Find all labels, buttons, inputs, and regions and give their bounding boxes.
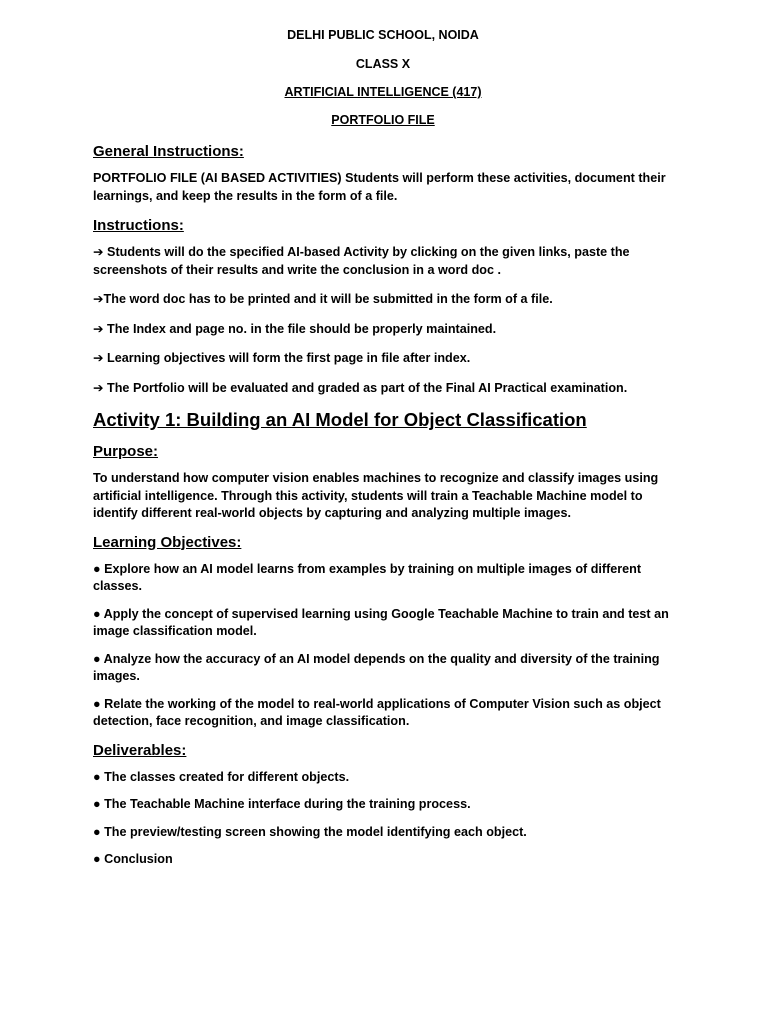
objective-item: ● Apply the concept of supervised learning using Google Teachable Machine to train and test an image classification model.: [93, 606, 669, 638]
instruction-item: ➔ Students will do the specified AI-based Activity by clicking on the given links, paste the screenshots of their results and write the conclusion in a word doc .: [93, 245, 630, 277]
document-body: [93, 28, 673, 879]
instruction-item: ➔The word doc has to be printed and it will be submitted in the form of a file.: [93, 292, 553, 306]
deliverable-item: ● The preview/testing screen showing the model identifying each object.: [93, 824, 527, 839]
purpose-text: To understand how computer vision enables machines to recognize and classify images using artificial intelligence. Through this activity, students will train a Teachable Machine model to identify different real-world objects by capturing and analyzing multiple images.: [93, 471, 659, 520]
activity-title: Activity 1: Building an AI Model for Object Classification: [93, 409, 587, 430]
instruction-item: ➔ The Portfolio will be evaluated and graded as part of the Final AI Practical examination.: [93, 380, 628, 395]
purpose-heading: Purpose:: [93, 443, 159, 460]
objective-item: ● Explore how an AI model learns from examples by training on multiple images of different classes.: [93, 561, 642, 593]
class-name: CLASS X: [355, 57, 411, 71]
instruction-item: ➔ The Index and page no. in the file should be properly maintained.: [93, 321, 497, 336]
deliverable-item: ● Conclusion: [93, 852, 173, 866]
objective-item: ● Relate the working of the model to real-world applications of Computer Vision such as object detection, face recognition, and image classification.: [93, 696, 661, 728]
general-instructions-text: PORTFOLIO FILE (AI BASED ACTIVITIES) Students will perform these activities, document their learnings, and keep the results in the form of a file.: [93, 171, 666, 203]
general-instructions-heading: General Instructions:: [93, 143, 244, 160]
subject-title: ARTIFICIAL INTELLIGENCE (417): [284, 85, 482, 99]
deliverables-heading: Deliverables:: [93, 741, 187, 759]
instructions-heading: Instructions:: [93, 217, 184, 234]
deliverable-item: ● The classes created for different objects.: [93, 769, 350, 784]
portfolio-title: PORTFOLIO FILE: [331, 113, 435, 127]
objective-item: ● Analyze how the accuracy of an AI model depends on the quality and diversity of the training images.: [93, 651, 660, 683]
deliverable-item: ● The Teachable Machine interface during the training process.: [93, 797, 471, 811]
school-name: DELHI PUBLIC SCHOOL, NOIDA: [287, 28, 479, 42]
instruction-item: ➔ Learning objectives will form the first page in file after index.: [93, 351, 471, 365]
learning-objectives-heading: Learning Objectives:: [93, 533, 242, 551]
